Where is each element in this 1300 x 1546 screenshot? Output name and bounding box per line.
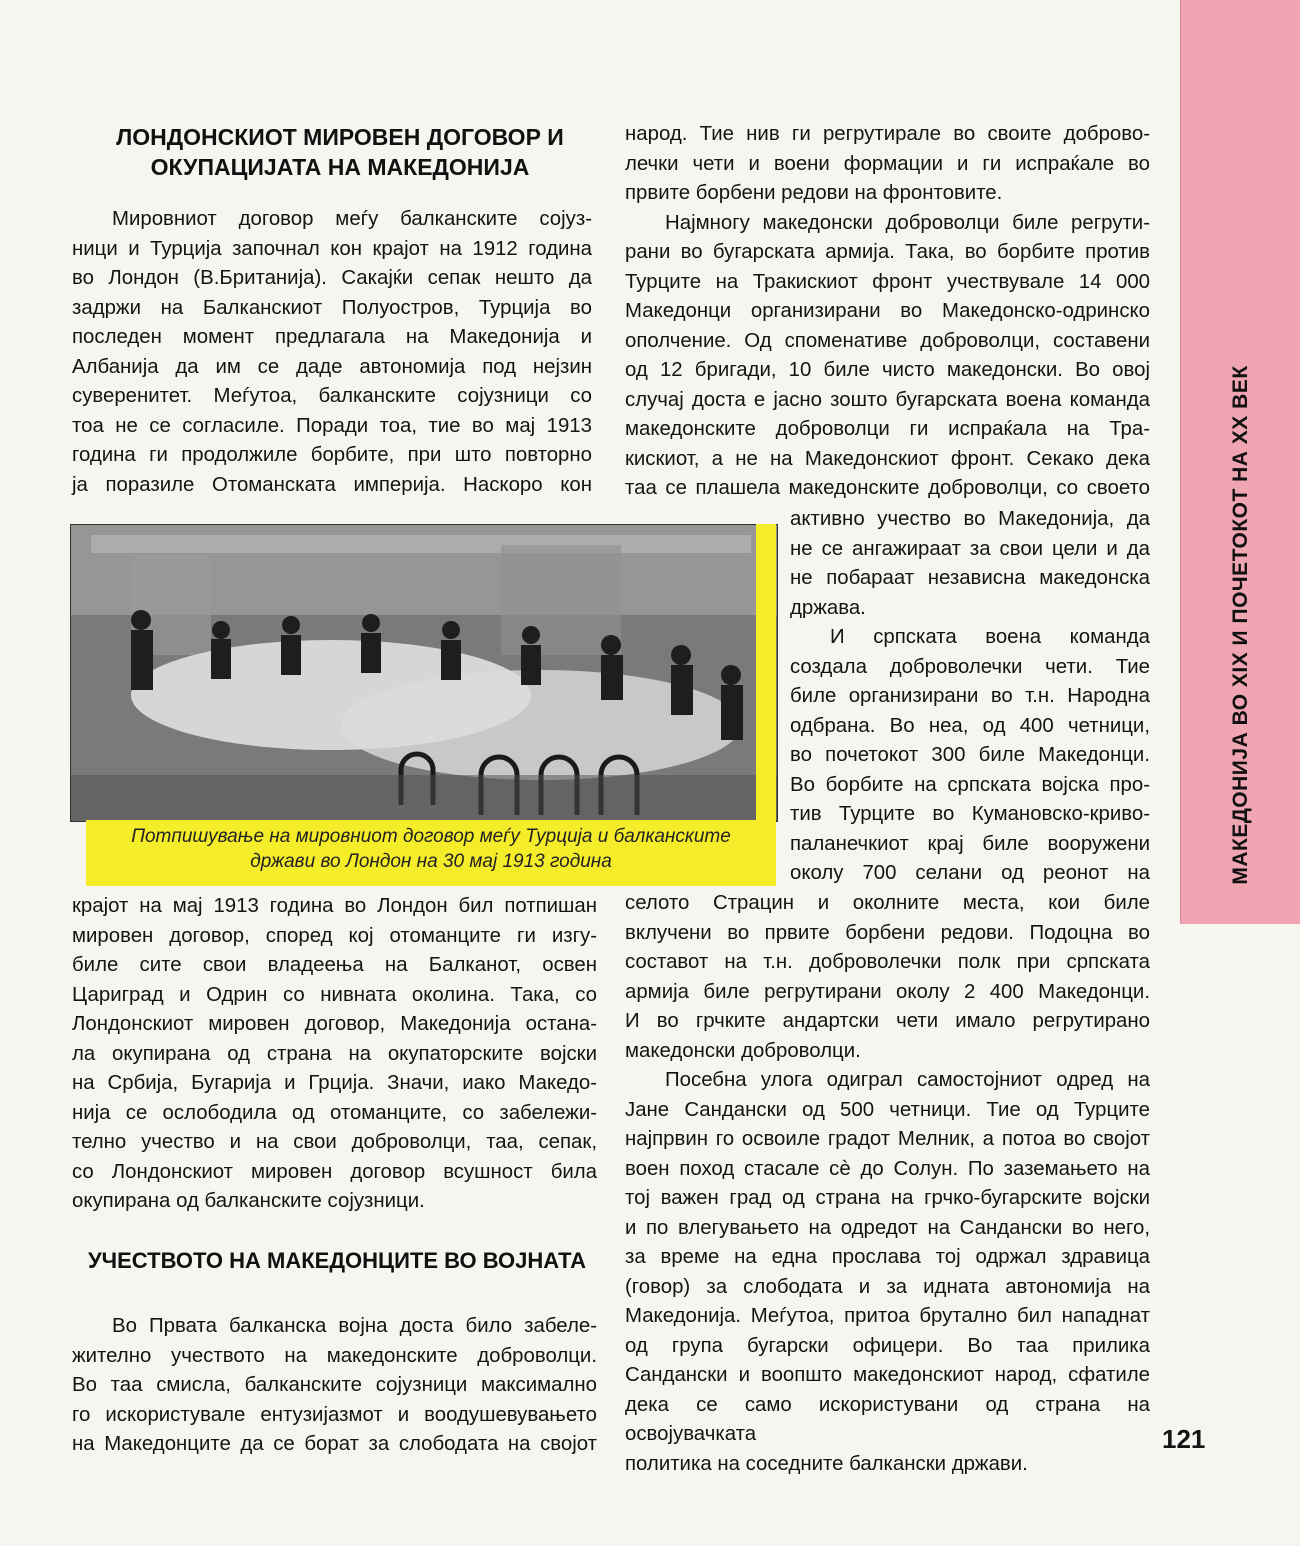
- side-tab-title: МАКЕДОНИЈА ВО XIX И ПОЧЕТОКОТ НА XX ВЕК: [1229, 365, 1252, 885]
- text-line: народ. Тие нив ги регрутирале во своите доброво-: [625, 123, 1150, 145]
- text-line: Македонци организирани во Македонско-одринско: [625, 300, 1150, 322]
- text-line: задржи на Балканскиот Полуостров, Турција во: [72, 296, 592, 319]
- text-line: политика на соседните балкански држави.: [625, 1452, 1028, 1475]
- text-line: го искористувале ентузијазмот и воодушевувањето: [72, 1403, 597, 1426]
- text-line: лечки чети и воени формации и ги испраќале во: [625, 152, 1150, 175]
- paragraph-left-top: [72, 205, 592, 500]
- text-line: Турците на Тракискиот фронт учествувале 14 000: [625, 270, 1150, 293]
- text-line: крајот на мај 1913 година во Лондон бил потпишан: [72, 895, 597, 917]
- text-line: селото Страцин и околните места, кои биле: [625, 892, 1150, 914]
- text-line: нија се ослободила од отоманците, со забележи-: [72, 1101, 597, 1124]
- text-line: биле сите свои владеења на Балканот, освен: [72, 954, 597, 976]
- text-line: ла окупирана од страна на окупаторските војски: [72, 1042, 597, 1065]
- text-line: Македонија. Меѓутоа, притоа брутално бил нападнат: [625, 1305, 1150, 1327]
- text-line: таа се плашела македонските доброволци, со своето: [625, 477, 1150, 499]
- text-line: случај доста е јасно зошто бугарската воена команда: [625, 388, 1150, 411]
- text-line: создала доброволечки чети. Тие: [790, 655, 1150, 678]
- text-line: воен поход стасале сè до Солун. По заземањето на: [625, 1157, 1150, 1180]
- title-line-2: ОКУПАЦИЈАТА НА МАКЕДОНИЈА: [150, 154, 530, 180]
- text-line: (говор) за слободата и за идната автономија на: [625, 1275, 1150, 1298]
- paragraph-left-bottom: [72, 1312, 597, 1460]
- text-line: ја поразиле Отоманската империја. Наскоро кон: [72, 473, 592, 496]
- text-line: за време на една прослава тој одржал здравица: [625, 1246, 1150, 1268]
- text-line: Албанија да им се даде автономија под нејзин: [72, 355, 592, 378]
- text-line: жително учеството на македонските доброволци.: [72, 1344, 597, 1367]
- text-line: паланечкиот крај биле вооружени: [790, 832, 1150, 855]
- text-line: најпрвин го освоиле градот Мелник, а потоа во својот: [625, 1128, 1150, 1150]
- text-line: окупирана од балканските сојузници.: [72, 1190, 425, 1212]
- paragraph-right-top: [625, 120, 1150, 504]
- text-line: не побараат независна македонска: [790, 567, 1150, 589]
- text-line: ополчение. Од споменативе доброволци, составени: [625, 329, 1150, 352]
- text-line: Лондонскиот мировен договор, Македонија остана-: [72, 1013, 597, 1035]
- text-line: армија биле регрутирани околу 2 400 Македонци.: [625, 980, 1150, 1003]
- text-line: активно учество во Македонија, да: [790, 508, 1150, 530]
- photo-illustration: [71, 525, 777, 821]
- text-line: Мировниот договор меѓу балканските сојуз-: [112, 208, 592, 230]
- caption-line-2: држави во Лондон на 30 мај 1913 година: [250, 851, 612, 872]
- text-line: Сандански и воопшто македонскиот народ, сфатиле: [625, 1364, 1150, 1386]
- page-number: 121: [1162, 1424, 1206, 1454]
- text-line: тоа не се согласиле. Поради тоа, тие во мај 1913: [72, 414, 592, 437]
- text-line: Во таа смисла, балканските сојузници максимално: [72, 1374, 597, 1396]
- historical-photo: [70, 524, 778, 822]
- text-line: на Македонците да се борат за слободата на својот: [72, 1433, 597, 1455]
- text-line: Јане Сандански од 500 четници. Тие од Турците: [625, 1098, 1150, 1121]
- caption-line-1: Потпишување на мировниот договор меѓу Турција и балканските: [131, 826, 731, 847]
- text-line: македонски доброволци.: [625, 1039, 861, 1062]
- text-line: Најмногу македонски доброволци биле регрути-: [665, 211, 1150, 234]
- section-title-participation: УЧЕСТВОТО НА МАКЕДОНЦИТЕ ВО ВОЈНАТА: [87, 1248, 587, 1273]
- paragraph-left-middle: [72, 892, 597, 1217]
- text-line: ници и Турција започнал кон крајот на 1912 година: [72, 237, 592, 260]
- text-line: Цариград и Одрин со нивната околина. Така, со: [72, 983, 597, 1006]
- photo-caption: [86, 824, 776, 874]
- text-line: првите борбени редови на фронтовите.: [625, 182, 1003, 204]
- text-line: во почетокот 300 биле Македонци.: [790, 744, 1150, 766]
- text-line: во Лондон (В.Британија). Сакајќи сепак нешто да: [72, 267, 592, 289]
- text-line: суверенитет. Меѓутоа, балканските сојузници со: [72, 385, 592, 407]
- section-title-london-treaty: [80, 122, 600, 182]
- text-line: година ги продолжиле борбите, при што повторно: [72, 444, 592, 466]
- text-line: со Лондонскиот мировен договор всушност била: [72, 1160, 597, 1183]
- text-line: држава.: [790, 596, 866, 619]
- title-line-1: ЛОНДОНСКИОТ МИРОВЕН ДОГОВОР И: [116, 124, 564, 150]
- text-line: тој важен град од страна на грчко-бугарските војски: [625, 1187, 1150, 1209]
- text-line: И српската воена команда: [830, 626, 1150, 648]
- text-line: И во грчките андартски чети имало регрутирано: [625, 1010, 1150, 1032]
- text-line: околу 700 селани од реонот на: [790, 862, 1150, 884]
- text-line: и по влегувањето на одредот на Сандански во него,: [625, 1216, 1150, 1239]
- text-line: од група бугарски офицери. Во таа прилика: [625, 1334, 1150, 1357]
- text-line: биле организирани во т.н. Народна: [790, 685, 1150, 707]
- text-line: последен момент предлагала на Македонија и: [72, 326, 592, 348]
- text-line: одбрана. Во неа, од 400 четници,: [790, 714, 1150, 737]
- text-line: телно учество и на свои доброволци, таа, сепак,: [72, 1131, 597, 1153]
- text-line: кискиот, а не на Македонскиот фронт. Секако дека: [625, 447, 1150, 470]
- text-line: дека се само искористувани од страна на освојувачката: [625, 1393, 1150, 1445]
- text-line: на Србија, Бугарија и Грција. Значи, иако Македо-: [72, 1072, 597, 1094]
- text-line: вклучени во првите борбени редови. Подоцна во: [625, 921, 1150, 944]
- text-line: не се ангажираат за свои цели и да: [790, 537, 1150, 560]
- paragraph-right-bottom: [625, 889, 1150, 1479]
- text-line: од 12 бригади, 10 биле чисто македонски. Во овој: [625, 359, 1150, 381]
- text-line: Во Првата балканска војна доста било забеле-: [112, 1315, 597, 1337]
- text-line: составот на т.н. доброволечки полк при српската: [625, 951, 1150, 973]
- text-line: Посебна улога одиграл самостојниот одред на: [665, 1069, 1150, 1091]
- text-line: македонските доброволци ги испраќала на Тра-: [625, 418, 1150, 440]
- caption-highlight-edge: [756, 524, 776, 824]
- paragraph-right-narrow: [790, 505, 1150, 889]
- text-line: рани во бугарската армија. Така, во борбите против: [625, 241, 1150, 263]
- text-line: Во борбите на српската војска про-: [790, 773, 1150, 796]
- text-line: мировен договор, според кој отоманците ги изгу-: [72, 924, 597, 947]
- text-line: тив Турците во Кумановско-криво-: [790, 803, 1150, 825]
